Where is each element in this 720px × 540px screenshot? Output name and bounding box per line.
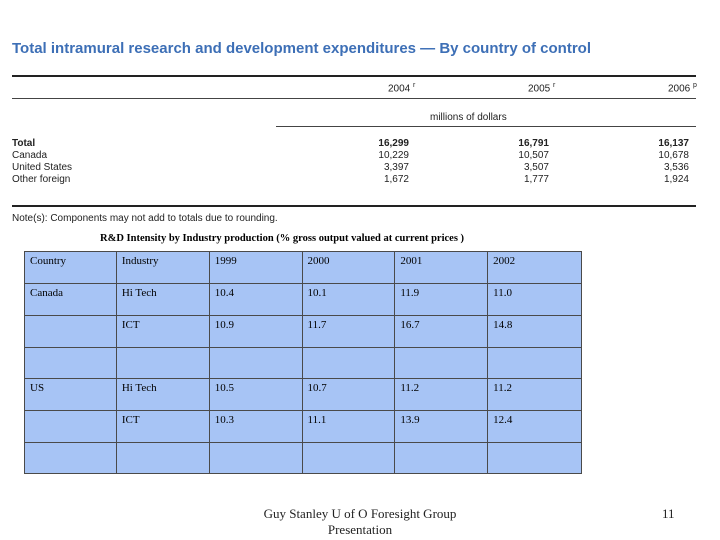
table-cell: 10.1 xyxy=(302,284,395,316)
year-header-2006: 2006 $^p$ xyxy=(668,82,697,95)
table-cell: 11.7 xyxy=(302,316,395,348)
header-cell-2001: 2001 xyxy=(395,252,488,284)
figure-value: 16,299 xyxy=(378,138,409,149)
figure-value: 16,137 xyxy=(658,138,689,149)
table-row xyxy=(25,379,582,411)
table-row xyxy=(25,348,582,379)
table-cell: 11.0 xyxy=(488,284,582,316)
table-row xyxy=(25,411,582,443)
header-cell-2000: 2000 xyxy=(302,252,395,284)
table-cell xyxy=(488,348,582,379)
rd-intensity-table xyxy=(24,251,582,474)
table-cell: US xyxy=(25,379,117,411)
figure-value: 16,791 xyxy=(518,138,549,149)
table-cell xyxy=(209,348,302,379)
figure-value: 1,924 xyxy=(663,174,689,185)
table-cell: 10.4 xyxy=(209,284,302,316)
table-cell: 10.7 xyxy=(302,379,395,411)
table-cell: 11.1 xyxy=(302,411,395,443)
table-cell: 11.2 xyxy=(395,379,488,411)
header-cell-2002: 2002 xyxy=(488,252,582,284)
table-cell: 10.3 xyxy=(209,411,302,443)
table-cell: 14.8 xyxy=(488,316,582,348)
figure-row-label-total: Total xyxy=(12,138,36,149)
figure-top-rule xyxy=(12,75,696,77)
header-cell-1999: 1999 xyxy=(209,252,302,284)
table-cell xyxy=(209,443,302,474)
table-cell xyxy=(116,348,209,379)
figure-note: Note(s): Components may not add to totals due to rounding. xyxy=(12,213,278,224)
table-cell: 10.9 xyxy=(209,316,302,348)
year-header-2005: 2005 $^r$ xyxy=(528,82,556,95)
table-cell xyxy=(25,348,117,379)
figure-value: 10,229 xyxy=(378,150,409,161)
figure-row-label-united-states: United States xyxy=(12,162,73,173)
table-cell: Canada xyxy=(25,284,117,316)
table-row xyxy=(25,284,582,316)
year-header-2004: 2004 $^r$ xyxy=(388,82,416,95)
figure-value: 3,536 xyxy=(663,162,689,173)
figure-value: 3,507 xyxy=(523,162,549,173)
table-header-row xyxy=(25,252,582,284)
page-number: 11 xyxy=(662,506,675,521)
figure-row-label-canada: Canada xyxy=(12,150,48,161)
table-cell xyxy=(116,443,209,474)
table-cell: 11.2 xyxy=(488,379,582,411)
figure-title: Total intramural research and development expenditures — By country of control xyxy=(12,40,592,57)
table-cell xyxy=(302,443,395,474)
figure-row-label-other-foreign: Other foreign xyxy=(12,174,71,185)
table-row xyxy=(25,316,582,348)
figure-value: 10,678 xyxy=(658,150,689,161)
table-cell: 13.9 xyxy=(395,411,488,443)
figure-header-rule xyxy=(12,98,696,99)
table-cell xyxy=(25,316,117,348)
table-cell: Hi Tech xyxy=(116,379,209,411)
table-row xyxy=(25,443,582,474)
figure-value: 1,777 xyxy=(523,174,549,185)
figure-value: 1,672 xyxy=(383,174,409,185)
table-cell xyxy=(302,348,395,379)
figure-value: 3,397 xyxy=(383,162,409,173)
table-caption: R&D Intensity by Industry production (% gross output valued at current prices ) xyxy=(100,233,465,244)
header-cell-country: Country xyxy=(25,252,117,284)
unit-label: millions of dollars xyxy=(430,112,507,123)
table-cell xyxy=(488,443,582,474)
figure-value: 10,507 xyxy=(518,150,549,161)
table-cell: 12.4 xyxy=(488,411,582,443)
table-cell: 11.9 xyxy=(395,284,488,316)
table-cell: ICT xyxy=(116,316,209,348)
slide-footer: Guy Stanley U of O Foresight Group Presentation xyxy=(263,506,457,537)
table-cell: 16.7 xyxy=(395,316,488,348)
table-cell xyxy=(395,348,488,379)
unit-rule xyxy=(276,126,696,127)
table-cell xyxy=(25,411,117,443)
table-cell xyxy=(25,443,117,474)
table-cell: 10.5 xyxy=(209,379,302,411)
figure-bottom-rule xyxy=(12,205,696,207)
header-cell-industry: Industry xyxy=(116,252,209,284)
table-cell xyxy=(395,443,488,474)
table-cell: ICT xyxy=(116,411,209,443)
table-cell: Hi Tech xyxy=(116,284,209,316)
